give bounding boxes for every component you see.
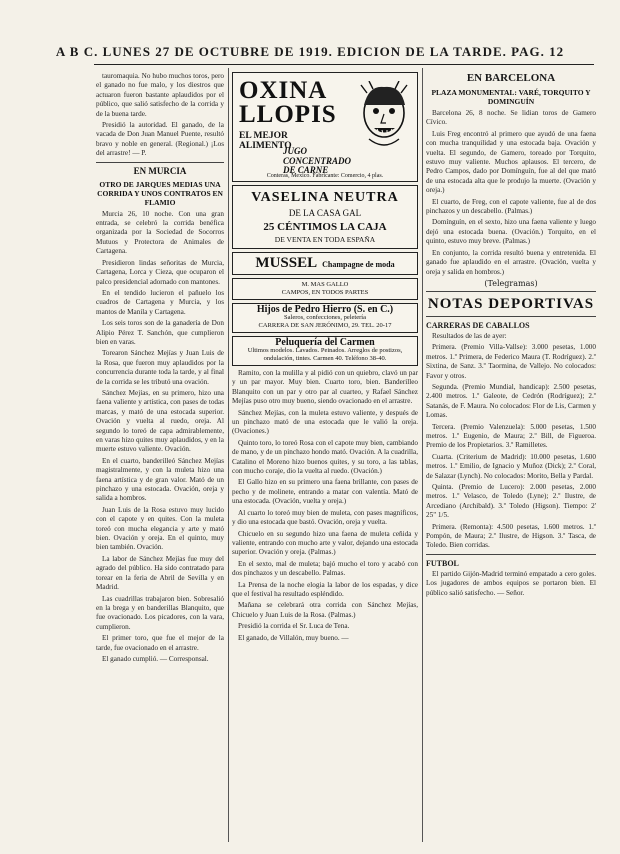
vaselina-advertisement: VASELINA NEUTRA DE LA CASA GAL 25 CÉNTIMOS LA CAJA DE VENTA EN TODA ESPAÑA	[232, 185, 418, 249]
section-rule	[426, 316, 596, 317]
peluqueria-advertisement: Peluquería del Carmen Ultimos modelos. Lavados. Peinados. Arreglos de postizos, ondulación, tintes. Carmen 40. Teléfono 38-40.	[232, 336, 418, 366]
column-left	[96, 72, 224, 844]
oxina-slogan: EL MEJOR ALIMENTO	[239, 131, 292, 151]
article-paragraph: Presidieron lindas señoritas de Murcia, Cartagena, Lorca y Cieza, que ocuparon el palco presidencial adornado con mantones.	[96, 258, 224, 286]
article-paragraph: El primer toro, que fue el mejor de la tarde, fue ovacionado en el arrastre.	[96, 634, 224, 652]
article-paragraph: Luis Freg encontró al primero que ayudó de una faena con mucha tranquilidad y una estocada baja. Ovación y vuelta. El segundo, de Gamero, toreado por Torquito, estuvo muy valiente. Muchos aplausos. El tercero, de Pedro Campos, dado por Domínguín, fue al del que mató de una estocada alta que le produjo la muerte. (Ovación y oreja.)	[426, 129, 596, 195]
article-headline: PLAZA MONUMENTAL: VARÉ, TORQUITO Y DOMINGUÍN	[431, 88, 591, 106]
article-paragraph: Presidió la autoridad. El ganado, de la vacada de Don Juan Manuel Puente, resultó bravo y noble en general. (Regional.) ¡Los del arrastre! — P.	[96, 121, 224, 158]
masthead: A B C. LUNES 27 DE OCTUBRE DE 1919. EDICION DE LA TARDE. PAG. 12	[55, 44, 565, 59]
article-paragraph: Mañana se celebrará otra corrida con Sánchez Mejías, Chicuelo y Juan Luis de la Rosa. (Palmas.)	[232, 601, 418, 619]
hijos-pedro-hierro-advertisement: Hijos de Pedro Hierro (S. en C.) Saleros, confecciones, peletería CARRERA DE SAN JERÓNIMO, 29. TEL. 20-17	[232, 303, 418, 333]
article-paragraph: Primera. (Remonta): 4.500 pesetas, 1.600 metros. 1.º Pompón, de Maura; 2.º Ilustre, de Higson. 3.º Tasca, de Toledo. Bien corridas.	[426, 522, 596, 550]
article-paragraph: El ganado, de Villalón, muy bueno. —	[238, 633, 349, 642]
section-rule	[96, 162, 224, 163]
article-paragraph: Al cuarto lo toreó muy bien de muleta, con pases magníficos, y dio una estocada que bastó. Ovación, oreja y vuelta.	[232, 508, 418, 527]
column-center	[232, 72, 418, 844]
oxina-footer: Conteras, Mexico. Fabricante: Comercio, 4 plas.	[266, 173, 384, 179]
article-paragraph: Barcelona 26, 8 noche. Se lidian toros de Gamero Cívico.	[426, 109, 596, 127]
article-paragraph: Quinta. (Premio de Lucero): 2.000 pesetas, 2.000 metros. 1.º Velasco, de Toledo (Lyne); 2.º Ilustre, de Arcediano (Archibald). 3.º Toledo (Higson). Tiempo: 2' 25" 1/5.	[426, 483, 596, 520]
article-paragraph: En conjunto, la corrida resultó buena y entretenida. El ganado fue aplaudido en el arrastre. (Ovación, vuelta y oreja y salida en hombros.)	[426, 248, 596, 276]
article-paragraph: Ramito, con la mulilla y al pidió con un quiebro, clavó un par y un par mayor. Muy bien. Cuarto toro, bien. Banderilleo Blanquito con un par y otro par al cuarteo, y Rafael Sánchez Mejías puso otro muy bueno, siendo ovacionado en el arrastre.	[232, 369, 418, 406]
article-headline: OTRO DE JARQUES MEDIAS UNA CORRIDA Y UNOS CONTRATOS EN FLAMIO	[97, 179, 223, 207]
article-paragraph: El cuarto, de Freg, con el capote valiente, fue al de dos pinchazos y un descabello. (Palmas.)	[426, 197, 596, 216]
section-heading: EN BARCELONA	[466, 72, 556, 84]
column-divider	[228, 68, 229, 842]
column-divider	[422, 68, 423, 842]
article-paragraph: En el cuarto, banderilleó Sánchez Mejías magistralmente, y con la muleta hizo una faena artística y de gran valor. Mató de un pinchazo y una estocada. Ovación, oreja y salida a hombros.	[96, 456, 224, 503]
article-paragraph: tauromaquia. No hubo muchos toros, pero el ganado no fue malo, y los diestros que actuaron fueron bastante aplaudidos por el público, que salió satisfecho de la corrida y de la buena tarde.	[96, 72, 224, 118]
article-paragraph: Segunda. (Premio Mundial, handicap): 2.500 pesetas, 2.400 metros. 1.º Galeote, de Cedrón (Rodríguez); 2.º Satanás, de F. Maura. No colocados: Flor de Lis, Carmen y Lomas.	[426, 382, 596, 420]
article-paragraph: Primera. (Premio Villa-Vallse): 3.000 pesetas, 1.000 metros. 1.º Primera, de Federico Maura (T. Rodríguez). 2.º Sixtina, de Sanz. 3.º Taormina, de Vallejo. No colocados: Favor y otros.	[426, 343, 596, 380]
article-paragraph: Presidió la corrida el Sr. Luca de Tena.	[238, 622, 350, 631]
article-paragraph: En el tendido lucieron el pañuelo los cuadros de Cartagena y Murcia, y los mantos de Manila y Cartagena.	[96, 288, 224, 316]
section-rule	[426, 554, 596, 555]
caricature-illustration	[355, 81, 413, 151]
article-paragraph: Sánchez Mejías, con la muleta estuvo valiente, y después de un pinchazo mató de una estocada que le valió la oreja. (Ovaciones.)	[232, 408, 418, 436]
oxina-jugo: JUGO CONCENTRADO DE CARNE	[283, 146, 352, 175]
article-paragraph: Resultados de las de ayer:	[432, 331, 507, 340]
article-paragraph: Sánchez Mejías, en su primero, hizo una faena valiente y artística, con pases de todas marcas, y mató de una estocada superior. Ovación y vuelta al ruedo, oreja. Al segundo lo toreó de capa admirablemente, en varas hizo quites muy aplaudidos, y en la muerte estuvo valiente. Ovación.	[96, 388, 224, 454]
article-paragraph: Domínguín, en el sexto, hizo una faena valiente y luego dejó una estocada buena. (Ovación.) Torquito, en el quinto, estuvo muy breve. (Palmas.)	[426, 218, 596, 246]
article-paragraph: Tercera. (Premio Valenzuela): 5.000 pesetas, 1.500 metros. 1.º Eugenio, de Maura; 2.º Bill, de Figueroa. Premio de los Propietarios. 3.º Ramilletes.	[426, 422, 596, 450]
subsection-heading: CARRERAS DE CABALLOS	[426, 320, 530, 330]
column-right	[426, 72, 596, 844]
oxina-brand: OXINA LLOPIS	[239, 77, 337, 128]
article-paragraph: Murcia 26, 10 noche. Con una gran entrada, se celebró la corrida benéfica organizada por la Sociedad de Socorros Mutuos y Protectora de Animales de Cartagena.	[96, 209, 224, 256]
article-paragraph: Cuarta. (Criterium de Madrid): 10.000 pesetas, 1.600 metros. 1.º Emilio, de Ignacio y Muñoz (Dick); 2.º Coral, de Salazar (Lynch). No colocados: Morito, Bella y Pardal.	[426, 452, 596, 480]
subsection-heading: FUTBOL	[426, 558, 459, 568]
article-paragraph: Los seis toros son de la ganadería de Don Alipio Pérez T. Sanchón, que cumplieron bien en varas.	[96, 319, 224, 346]
oxina-advertisement	[232, 72, 418, 182]
section-heading: NOTAS DEPORTIVAS	[427, 295, 595, 312]
article-paragraph: El Gallo hizo en su primero una faena brillante, con pases de pecho y de molinete, entrando a matar con valentía. Mató de una estocada. (Ovación, vuelta y oreja.)	[232, 478, 418, 506]
masthead-rule	[94, 64, 594, 65]
article-paragraph: Chicuelo en su segundo hizo una faena de muleta ceñida y valiente, entrando con mucho arte y valor, dejando una estocada superior. Ovación y oreja. (Palmas.)	[232, 529, 418, 557]
gallo-advertisement: M. MAS GALLO CAMPOS, EN TODOS PARTES	[232, 278, 418, 300]
article-paragraph: La Prensa de la noche elogia la labor de los espadas, y dice que el festival ha resultado espléndido.	[232, 580, 418, 598]
ornament-divider: (Telegramas)	[484, 278, 538, 288]
article-paragraph: Torearon Sánchez Mejías y Juan Luis de la Rosa, que fueron muy aplaudidos por la concurrencia durante toda la tarde, y al final de la corrida se les tributó una ovación.	[96, 349, 224, 386]
article-paragraph: En el sexto, mal de muleta; bajó mucho el toro y acabó con dos pinchazos y un descabello. Palmas.	[232, 559, 418, 578]
article-paragraph: El partido Gijón-Madrid terminó empatado a cero goles. Los jugadores de ambos equipos se portaron bien. El público salió satisfecho. — Señor.	[426, 569, 596, 597]
article-paragraph: La labor de Sánchez Mejías fue muy del agrado del público. Ha sido contratado para torear en la feria de Abril de Sevilla y en Madrid.	[96, 554, 224, 592]
article-paragraph: Las cuadrillas trabajaron bien. Sobresalió en la brega y en banderillas Blanquito, que fue ovacionado. Los picadores, con la vara, cumplieron.	[96, 594, 224, 631]
section-heading: EN MURCIA	[133, 165, 187, 176]
section-rule	[426, 291, 596, 292]
article-paragraph: Juan Luis de la Rosa estuvo muy lucido con el capote y en quites. Con la muleta toreó con mucha elegancia y arte y mató bien. Ovación y oreja. En el quinto, muy bien también. Ovación.	[96, 505, 224, 552]
article-paragraph: El ganado cumplió. — Corresponsal.	[102, 654, 209, 663]
mussel-advertisement: MUSSEL Champagne de moda	[232, 252, 418, 275]
article-paragraph: Quinto toro, lo toreó Rosa con el capote muy bien, cambiando de mano, y de un pinchazo hondo mató. Ovación. A la cuadrilla, Catalino el Moreno hizo buenos quites, y su toro, a las tablas, con mucho coraje, dio la vuelta al ruedo. (Ovación.)	[232, 438, 418, 476]
